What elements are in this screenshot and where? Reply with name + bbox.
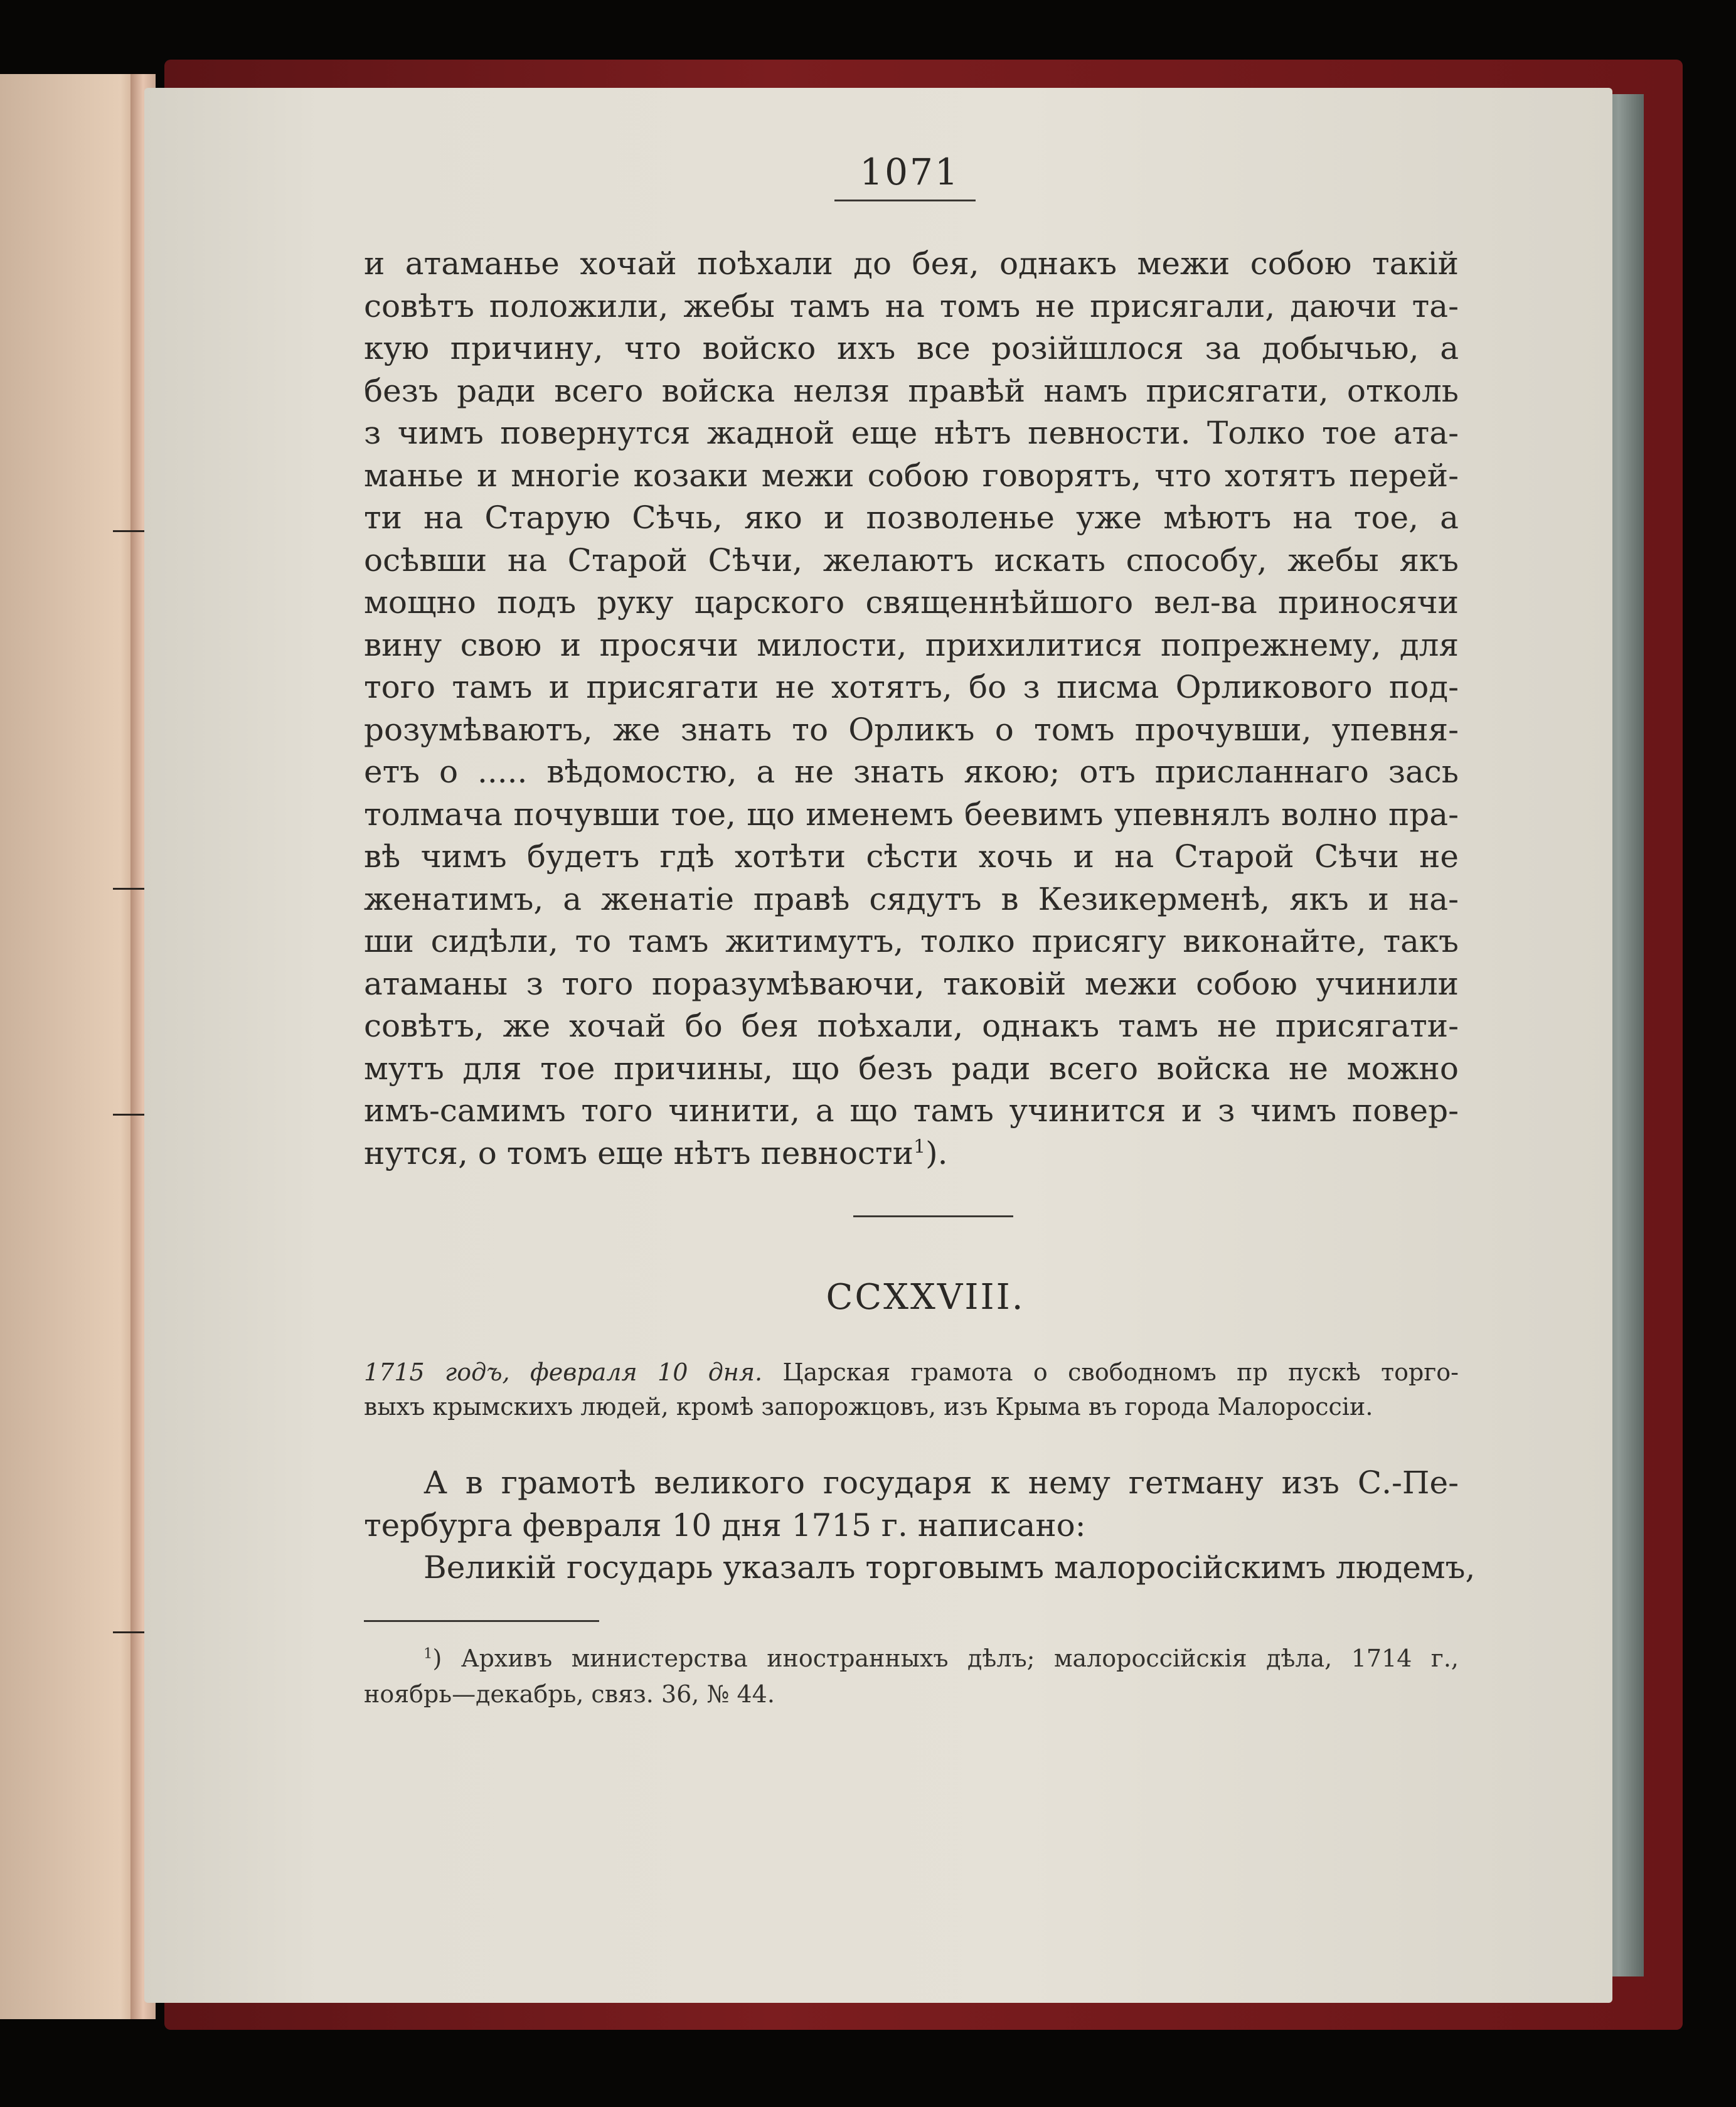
text-line: тербурга февраля 10 дня 1715 г. написано:: [364, 1507, 1086, 1544]
footnote-text: ) Архивъ министерства иностранныхъ дѣлъ; малороссійскія дѣла, 1714 г.,: [432, 1645, 1459, 1672]
closing-punctuation: ).: [925, 1134, 948, 1171]
text-line: мутъ для тое причины, що безъ ради всего войска не можно: [364, 1050, 1459, 1087]
text-line: толмача почувши тое, що именемъ беевимъ упевнялъ волно пра-: [364, 796, 1459, 833]
text-line: кую причину, что войско ихъ все розійшлося за добычью, а: [364, 330, 1459, 366]
text-line: и атаманье хочай поѣхали до бея, однакъ межи собою такій: [364, 245, 1459, 282]
text-line: вѣ чимъ будетъ гдѣ хотѣти сѣсти хочь и на Старой Сѣчи не: [364, 838, 1459, 875]
footnote-line: ноябрь—декабрь, связ. 36, № 44.: [364, 1680, 775, 1708]
summary-line: [364, 1355, 1459, 1390]
text-line: А в грамотѣ великого государя к нему гетману изъ С.-Пе-: [423, 1464, 1459, 1501]
footnote-line: [364, 1641, 1459, 1677]
text-line: [364, 1133, 1459, 1175]
text-line: атаманы з того поразумѣваючи, таковій межи собою учинили: [364, 965, 1459, 1002]
footnote-rule: [364, 1620, 599, 1622]
summary-text: Царская грамота о свободномъ пр пускѣ торго-: [782, 1358, 1459, 1386]
text-line: женатимъ, а женатіе правѣ сядутъ в Кезикерменѣ, якъ и на-: [364, 880, 1459, 917]
facing-page-edge: [0, 74, 142, 2019]
text-line: совѣтъ, же хочай бо бея поѣхали, однакъ тамъ не присягати-: [364, 1008, 1459, 1044]
text-line: з чимъ повернутся жадной еще нѣтъ певности. Толко тое ата-: [364, 415, 1459, 451]
text-line: Великій государь указалъ торговымъ малоросійскимъ людемъ,: [423, 1549, 1476, 1586]
text-line: безъ ради всего войска нелзя правѣй намъ присягати, отколь: [364, 372, 1459, 409]
text-line-content: нутся, о томъ еще нѣтъ певности: [364, 1134, 913, 1171]
text-line: розумѣваютъ, же знать то Орликъ о томъ прочувши, упевня-: [364, 711, 1459, 748]
text-line: ти на Старую Сѣчь, яко и позволенье уже мѣютъ на тое, а: [364, 499, 1459, 536]
page-number: 1071: [860, 151, 960, 193]
text-line: совѣтъ положили, жебы тамъ на томъ не присягали, даючи та-: [364, 287, 1459, 324]
section-number: CCXXVIII.: [826, 1277, 1025, 1318]
body-paragraph: [364, 1462, 1476, 1589]
text-line: ши сидѣли, то тамъ житимутъ, толко присягу виконайте, такъ: [364, 923, 1459, 959]
summary-date: 1715 годъ, февраля 10 дня.: [364, 1358, 763, 1386]
text-line: осѣвши на Старой Сѣчи, желаютъ искать способу, жебы якъ: [364, 541, 1459, 579]
text-line: манье и многіе козаки межи собою говорятъ, что хотятъ перей-: [364, 457, 1459, 494]
text-line: вину свою и просячи милости, прихилитися попрежнему, для: [364, 626, 1459, 663]
summary-line: выхъ крымскихъ людей, кромѣ запорожцовъ, изъ Крыма въ города Малороссіи.: [364, 1393, 1373, 1421]
text-line: имъ-самимъ того чинити, а що тамъ учинится и з чимъ повер-: [364, 1092, 1459, 1129]
section-divider: [853, 1215, 1013, 1217]
text-line: того тамъ и присягати не хотятъ, бо з писма Орликового под-: [364, 669, 1459, 705]
text-line: етъ о ..... вѣдомостю, а не знать якою; отъ присланнаго зась: [364, 754, 1459, 790]
footnote: [364, 1641, 1459, 1712]
header-rule: [834, 200, 976, 201]
text-line: мощно подъ руку царского священнѣйшого вел-ва приносячи: [364, 584, 1459, 621]
footnote-reference: 1: [913, 1135, 926, 1158]
footnote-mark: 1: [423, 1645, 433, 1662]
body-paragraph: [364, 243, 1459, 1175]
document-summary: [364, 1355, 1459, 1424]
